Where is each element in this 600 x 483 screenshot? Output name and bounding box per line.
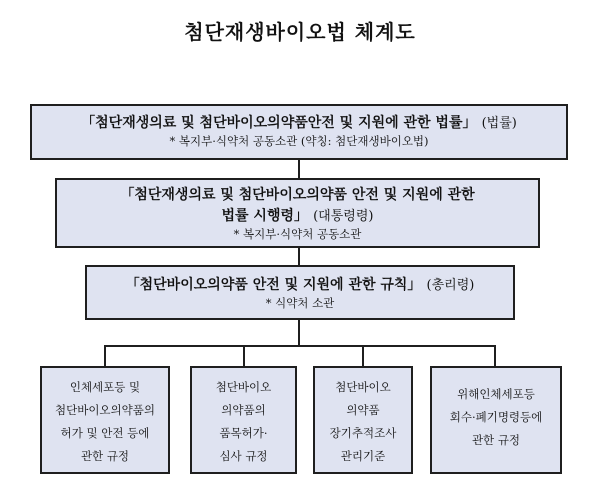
regulation-box-2 [190,366,297,474]
regulation-line: 의약품 [346,403,380,417]
decree-name-line2: 법률 시행령」 [221,208,308,224]
law-name: 「첨단재생의료 및 첨단바이오의약품안전 및 지원에 관한 법률」 [81,115,477,131]
diagram-title: 첨단재생바이오법 체계도 [184,20,416,44]
connector-branch-1 [104,345,106,366]
connector-horizontal-bar [104,345,496,347]
connector-branch-4 [494,345,496,366]
regulation-line: 허가 및 안전 등에 [60,426,150,440]
decree-box [55,178,540,248]
rule-note: * 식약처 소관 [265,296,335,310]
connector-branch-3 [362,345,364,366]
rule-name: 「첨단바이오의약품 안전 및 지원에 관한 규칙」 [125,277,422,293]
connector-decree-rule [298,248,300,265]
law-note: * 복지부·식약처 공동소관 (약칭: 첨단재생바이오법) [169,134,429,148]
decree-note: * 복지부·식약처 공동소관 [233,227,362,241]
decree-type: (대통령령) [313,209,374,224]
regulation-line: 회수·폐기명령등에 [449,410,543,424]
regulation-box-4 [430,366,562,474]
regulation-line: 관한 규정 [471,433,521,447]
connector-law-decree [298,160,300,178]
regulation-line: 의약품의 [221,403,266,417]
regulation-line: 인체세포등 및 [69,380,141,394]
law-box [30,104,568,160]
law-type: (법률) [481,116,517,131]
regulation-box-3 [313,366,413,474]
connector-rule-trunk [298,320,300,345]
regulation-line: 품목허가· [219,426,268,440]
regulation-line: 위해인체세포등 [457,387,535,401]
regulation-line: 첨단바이오 [335,380,391,394]
rule-type: (총리령) [426,278,475,293]
decree-name-line1: 「첨단재생의료 및 첨단바이오의약품 안전 및 지원에 관한 [120,187,475,203]
regulation-line: 장기추적조사 [329,426,397,440]
rule-box [85,265,515,320]
regulation-line: 심사 규정 [219,449,268,463]
regulation-line: 관리기준 [340,449,386,463]
regulation-box-1 [40,366,170,474]
regulation-line: 첨단바이오의약품의 [55,403,155,417]
regulation-line: 관한 규정 [80,449,130,463]
connector-branch-2 [243,345,245,366]
regulation-line: 첨단바이오 [215,380,272,394]
